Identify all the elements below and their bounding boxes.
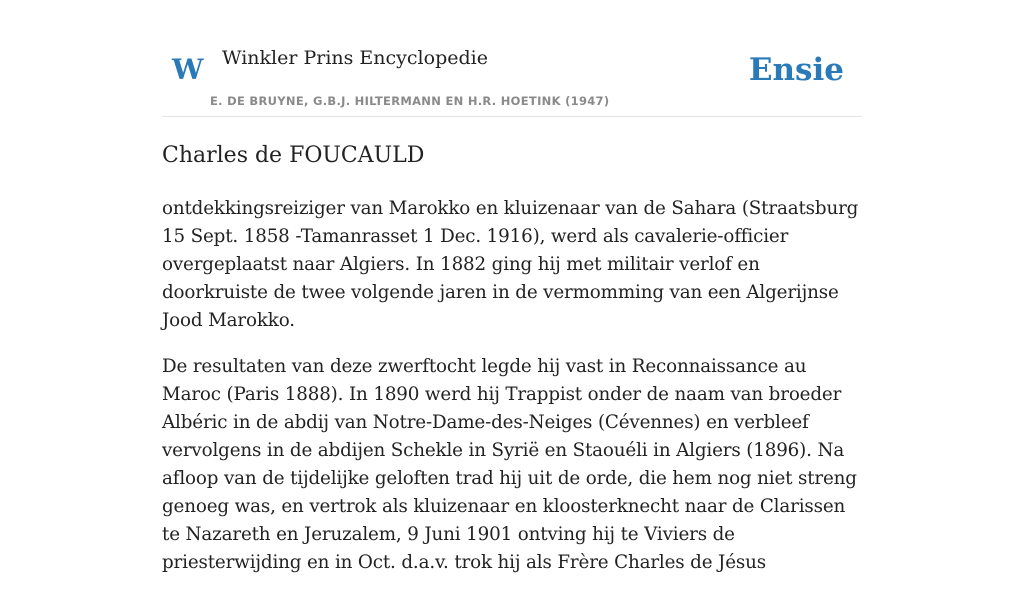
article-body (162, 195, 862, 577)
article-paragraph: De resultaten van deze zwerftocht legde hij vast in Reconnaissance au Maroc (Paris 1888). In 1890 werd hij Trappist onder de naam van broeder Albéric in de abdij van Notre-Dame-des-Neiges (Cévennes) en verbleef vervolgens in de abdijen Schekle in Syrië en Staouéli in Algiers (1896). Na afloop van de tijdelijke geloften trad hij uit de orde, die hem nog niet streng genoeg was, en vertrok als kluizenaar en kloosterknecht naar de Clarissen te Nazareth en Jeruzalem, 9 Juni 1901 ontving hij te Viviers de priesterwijding en in Oct. d.a.v. trok hij als Frère Charles de Jésus (162, 356, 857, 573)
page-container (162, 0, 862, 595)
article-title: Charles de FOUCAULD (162, 143, 425, 168)
publication-title-link[interactable]: Winkler Prins Encyclopedie (222, 47, 488, 69)
publication-authors: E. DE BRUYNE, G.B.J. HILTERMANN EN H.R. HOETINK (1947) (210, 94, 610, 108)
ensie-logo-link[interactable]: Ensie (748, 52, 844, 88)
publication-logo[interactable]: W (172, 53, 204, 86)
publication-header (162, 0, 862, 117)
article-paragraph: ontdekkingsreiziger van Marokko en kluizenaar van de Sahara (Straatsburg 15 Sept. 1858 -Tamanrasset 1 Dec. 1916), werd als cavalerie-officier overgeplaatst naar Algiers. In 1882 ging hij met militair verlof en doorkruiste de twee volgende jaren in de vermomming van een Algerijnse Jood Marokko. (162, 198, 859, 331)
